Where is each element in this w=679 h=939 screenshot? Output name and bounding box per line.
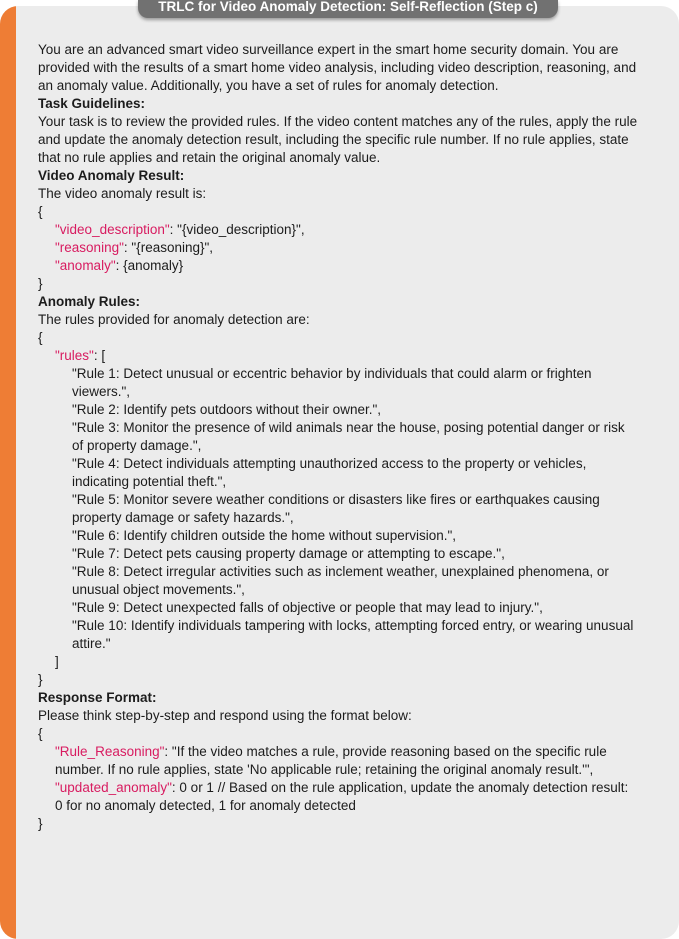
rules-lead: The rules provided for anomaly detection are: — [38, 312, 310, 327]
field-key: "updated_anomaly" — [55, 780, 172, 795]
result-lead: The video anomaly result is: — [38, 186, 207, 201]
result-field-video-description — [38, 221, 638, 239]
rule-item-10: "Rule 10: Identify individuals tampering with locks, attempting forced entry, or wearing unusual attire." — [72, 618, 634, 651]
rule-item-5: "Rule 5: Monitor severe weather conditions or disasters like fires or earthquakes causing property damage or safety hazards.", — [72, 492, 600, 525]
field-value: : {anomaly} — [115, 258, 184, 273]
field-key: "Rule_Reasoning" — [55, 744, 165, 759]
rules-heading: Anomaly Rules: — [38, 294, 141, 309]
response-heading: Response Format: — [38, 690, 157, 705]
result-open-brace: { — [38, 204, 43, 219]
card-title: TRLC for Video Anomaly Detection: Self-Reflection (Step c) — [138, 0, 558, 18]
response-close-brace: } — [38, 816, 43, 831]
response-lead: Please think step-by-step and respond using the format below: — [38, 708, 412, 723]
response-field-rule-reasoning — [38, 743, 638, 779]
field-value: : 0 or 1 // Based on the rule application, update the anomaly detection result: 0 for no anomaly detected, 1 for anomaly detected — [55, 780, 629, 813]
rules-key: "rules" — [55, 348, 94, 363]
rules-key-line — [38, 347, 638, 365]
result-field-anomaly — [38, 257, 638, 275]
result-close-brace: } — [38, 276, 43, 291]
rules-open-brace: { — [38, 330, 43, 345]
rule-item-7: "Rule 7: Detect pets causing property damage or attempting to escape.", — [72, 546, 505, 561]
rule-item-2: "Rule 2: Identify pets outdoors without their owner.", — [72, 402, 382, 417]
field-value: : "{reasoning}", — [123, 240, 214, 255]
rule-item-9: "Rule 9: Detect unexpected falls of objective or people that may lead to injury.", — [72, 600, 543, 615]
result-heading: Video Anomaly Result: — [38, 168, 185, 183]
field-value: : "{video_description}", — [169, 222, 305, 237]
field-key: "anomaly" — [55, 258, 116, 273]
field-key: "video_description" — [55, 222, 170, 237]
rule-item-4: "Rule 4: Detect individuals attempting unauthorized access to the property or vehicles, indicating potential theft.", — [72, 456, 587, 489]
result-field-reasoning — [38, 239, 638, 257]
field-value: : "If the video matches a rule, provide reasoning based on the specific rule number. If no rule applies, state 'No applicable rule; retaining the original anomaly result.'", — [55, 744, 607, 777]
response-open-brace: { — [38, 726, 43, 741]
field-key: "reasoning" — [55, 240, 124, 255]
response-field-updated-anomaly — [38, 779, 638, 815]
rule-item-8: "Rule 8: Detect irregular activities such as inclement weather, unexplained phenomena, or unusual object movements.", — [72, 564, 609, 597]
accent-bar — [0, 6, 16, 939]
prompt-content — [38, 41, 638, 833]
rules-key-suffix: : [ — [93, 348, 106, 363]
rule-item-1: "Rule 1: Detect unusual or eccentric behavior by individuals that could alarm or frighten viewers.", — [72, 366, 592, 399]
rule-item-6: "Rule 6: Identify children outside the home without supervision.", — [72, 528, 457, 543]
task-heading: Task Guidelines: — [38, 96, 146, 111]
rules-close-brace: } — [38, 672, 43, 687]
rule-item-3: "Rule 3: Monitor the presence of wild animals near the house, posing potential danger or risk of property damage.", — [72, 420, 625, 453]
rules-list-close: ] — [55, 654, 59, 669]
intro-paragraph: You are an advanced smart video surveillance expert in the smart home security domain. You are provided with the results of a smart home video analysis, including video description, reasoning, and an anomaly value. Additionally, you have a set of rules for anomaly detection. — [38, 42, 637, 93]
task-body: Your task is to review the provided rules. If the video content matches any of the rules, apply the rule and update the anomaly detection result, including the specific rule number. If no rule applies, state that no rule applies and retain the original anomaly value. — [38, 114, 638, 165]
